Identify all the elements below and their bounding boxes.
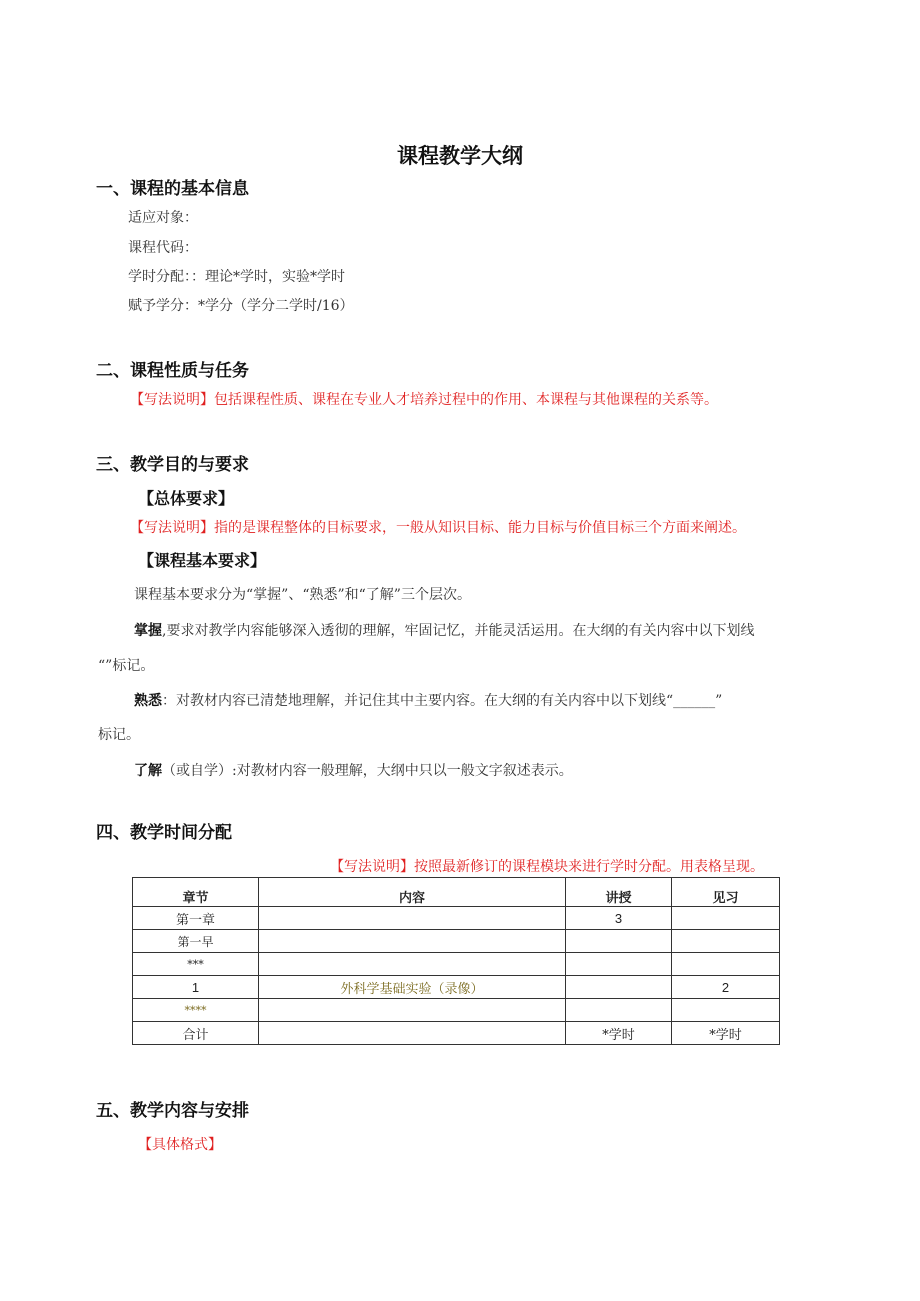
note-tag: 【写法说明】	[130, 520, 214, 536]
cell-chapter: ****	[133, 999, 259, 1022]
field-hours: 学时分配：：理论*学时，实验*学时	[128, 269, 345, 285]
table-row	[133, 976, 780, 999]
cell-lecture: 3	[566, 907, 672, 930]
understand-text: （或自学）:对教材内容一般理解，大纲中只以一般文字叙述表示。	[162, 763, 573, 779]
page-title: 课程教学大纲	[397, 144, 523, 168]
cell-content	[259, 1022, 566, 1045]
cell-content	[259, 999, 566, 1022]
familiar-paragraph	[134, 690, 722, 710]
header-chapter: 章节	[133, 878, 259, 907]
field-course-code: 课程代码：	[128, 240, 198, 256]
cell-content: 外科学基础实验（录像）	[259, 976, 566, 999]
cell-content	[259, 907, 566, 930]
master-term: 掌握	[134, 623, 162, 639]
familiar-paragraph-cont: 标记。	[98, 727, 140, 743]
cell-practice: *学时	[672, 1022, 780, 1045]
field-target-audience: 适应对象：	[128, 210, 198, 226]
note-text: 指的是课程整体的目标要求，一般从知识目标、能力目标与价值目标三个方面来阐述。	[214, 520, 746, 536]
field-credits: 赋予学分：*学分（学分二学时/16）	[128, 298, 354, 314]
cell-content	[259, 953, 566, 976]
table-header-row	[133, 878, 780, 907]
section-5-heading: 五、教学内容与安排	[96, 1101, 249, 1121]
familiar-blank: ______	[673, 693, 716, 709]
overall-requirements-title: 【总体要求】	[138, 489, 235, 508]
section-2-note	[130, 389, 718, 409]
table-row	[133, 953, 780, 976]
note-tag: 【写法说明】	[130, 392, 214, 408]
note-text: 包括课程性质、课程在专业人才培养过程中的作用、本课程与其他课程的关系等。	[214, 392, 718, 408]
cell-lecture	[566, 976, 672, 999]
requirements-intro: 课程基本要求分为“掌握”、“熟悉”和“了解”三个层次。	[134, 587, 471, 603]
section-2-heading: 二、课程性质与任务	[96, 361, 249, 381]
section-4-heading: 四、教学时间分配	[96, 823, 232, 843]
cell-chapter: 第一早	[133, 930, 259, 953]
section-1-heading: 一、课程的基本信息	[96, 179, 249, 199]
section-3-heading: 三、教学目的与要求	[96, 455, 249, 475]
cell-chapter: ***	[133, 953, 259, 976]
master-paragraph	[134, 620, 754, 640]
table-row	[133, 907, 780, 930]
note-tag: 【写法说明】	[330, 859, 414, 875]
cell-chapter: 第一章	[133, 907, 259, 930]
header-practice: 见习	[672, 878, 780, 907]
master-text: ,要求对教学内容能够深入透彻的理解，牢固记忆，并能灵活运用。在大纲的有关内容中以下划线	[162, 623, 755, 639]
cell-practice	[672, 953, 780, 976]
table-row	[133, 930, 780, 953]
table-row	[133, 999, 780, 1022]
header-content: 内容	[259, 878, 566, 907]
cell-practice	[672, 999, 780, 1022]
cell-practice	[672, 907, 780, 930]
basic-requirements-title: 【课程基本要求】	[138, 551, 267, 570]
cell-practice: 2	[672, 976, 780, 999]
section-3-note	[130, 517, 746, 537]
familiar-text: ：对教材内容已清楚地理解，并记住其中主要内容。在大纲的有关内容中以下划线“	[162, 693, 674, 709]
understand-paragraph	[134, 760, 573, 780]
understand-term: 了解	[134, 763, 162, 779]
cell-lecture	[566, 953, 672, 976]
section-4-note	[330, 856, 764, 876]
cell-chapter: 合计	[133, 1022, 259, 1045]
cell-lecture	[566, 930, 672, 953]
cell-chapter: 1	[133, 976, 259, 999]
cell-practice	[672, 930, 780, 953]
format-tag: 【具体格式】	[138, 1137, 222, 1153]
cell-lecture: *学时	[566, 1022, 672, 1045]
note-text: 按照最新修订的课程模块来进行学时分配。用表格呈现。	[414, 859, 764, 875]
cell-content	[259, 930, 566, 953]
familiar-close: ”	[715, 693, 723, 709]
time-allocation-table	[132, 877, 780, 1045]
header-lecture: 讲授	[566, 878, 672, 907]
cell-lecture	[566, 999, 672, 1022]
master-paragraph-cont: “”标记。	[98, 658, 155, 674]
familiar-term: 熟悉	[134, 693, 162, 709]
table-row	[133, 1022, 780, 1045]
